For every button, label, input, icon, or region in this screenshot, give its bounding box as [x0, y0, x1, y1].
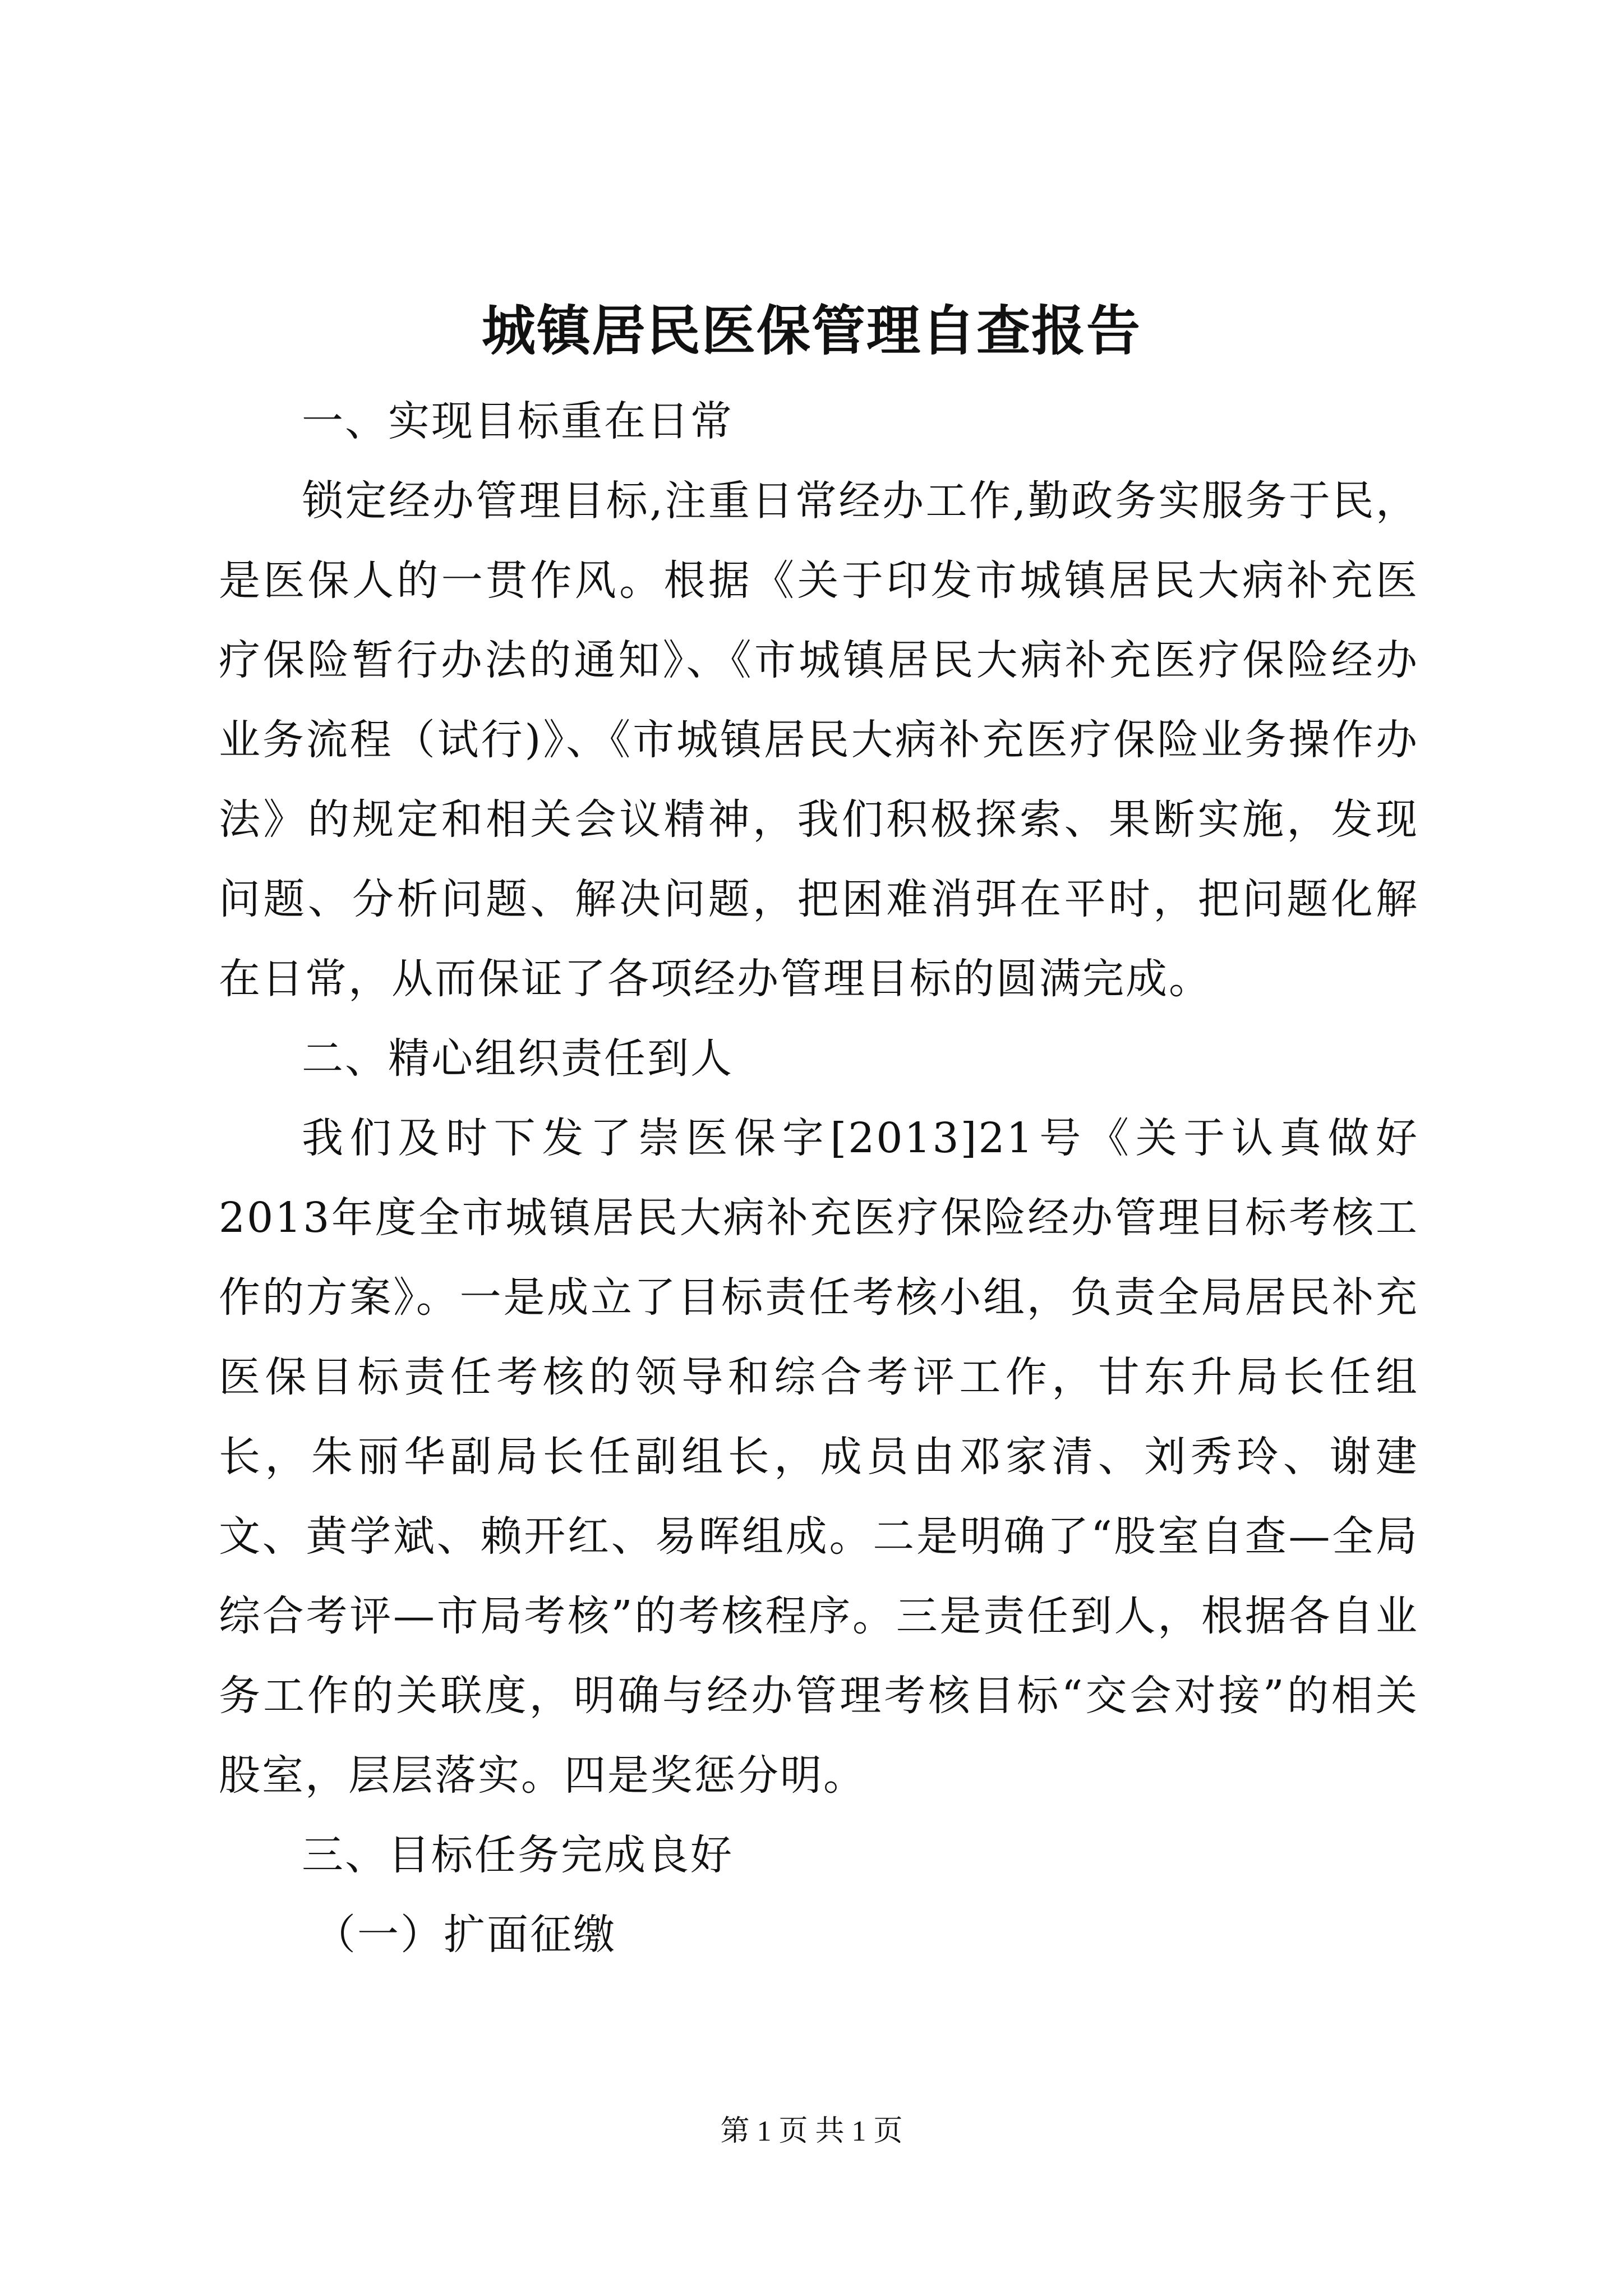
document-title: 城镇居民医保管理自查报告	[482, 299, 1141, 362]
section-heading-3: 三、目标任务完成良好	[302, 1831, 734, 1879]
section-heading-1: 一、实现目标重在日常	[302, 397, 734, 445]
sub-heading-1: （一）扩面征缴	[314, 1911, 616, 1959]
body-paragraph-2: 我们及时下发了崇医保字[2013]21号《关于认真做好2013年度全市城镇居民大病补充医疗保险经办管理目标考核工作的方案》。一是成立了目标责任考核小组，负责全局居民补充医保目标责任考核的领导和综合考评工作，甘东升局长任组长，朱丽华副局长任副组长，成员由邓家清、刘秀玲、谢建文、黄学斌、赖开红、易晖组成。二是明确了“股室自查—全局综合考评—市局考核”的考核程序。三是责任到人，根据各自业务工作的关联度，明确与经办管理考核目标“交会对接”的相关股室，层层落实。四是奖惩分明。	[219, 1114, 1419, 1800]
page-footer: 第 1 页 共 1 页	[720, 2115, 903, 2147]
body-paragraph-1: 锁定经办管理目标,注重日常经办工作,勤政务实服务于民，是医保人的一贯作风。根据《关于印发市城镇居民大病补充医疗保险暂行办法的通知》、《市城镇居民大病补充医疗保险经办业务流程（试行)》、《市城镇居民大病补充医疗保险业务操作办法》的规定和相关会议精神，我们积极探索、果断实施，发现问题、分析问题、解决问题，把困难消弭在平时，把问题化解在日常，从而保证了各项经办管理目标的圆满完成。	[219, 477, 1419, 1003]
document-body	[219, 381, 1419, 1975]
section-heading-2: 二、精心组织责任到人	[302, 1034, 734, 1083]
